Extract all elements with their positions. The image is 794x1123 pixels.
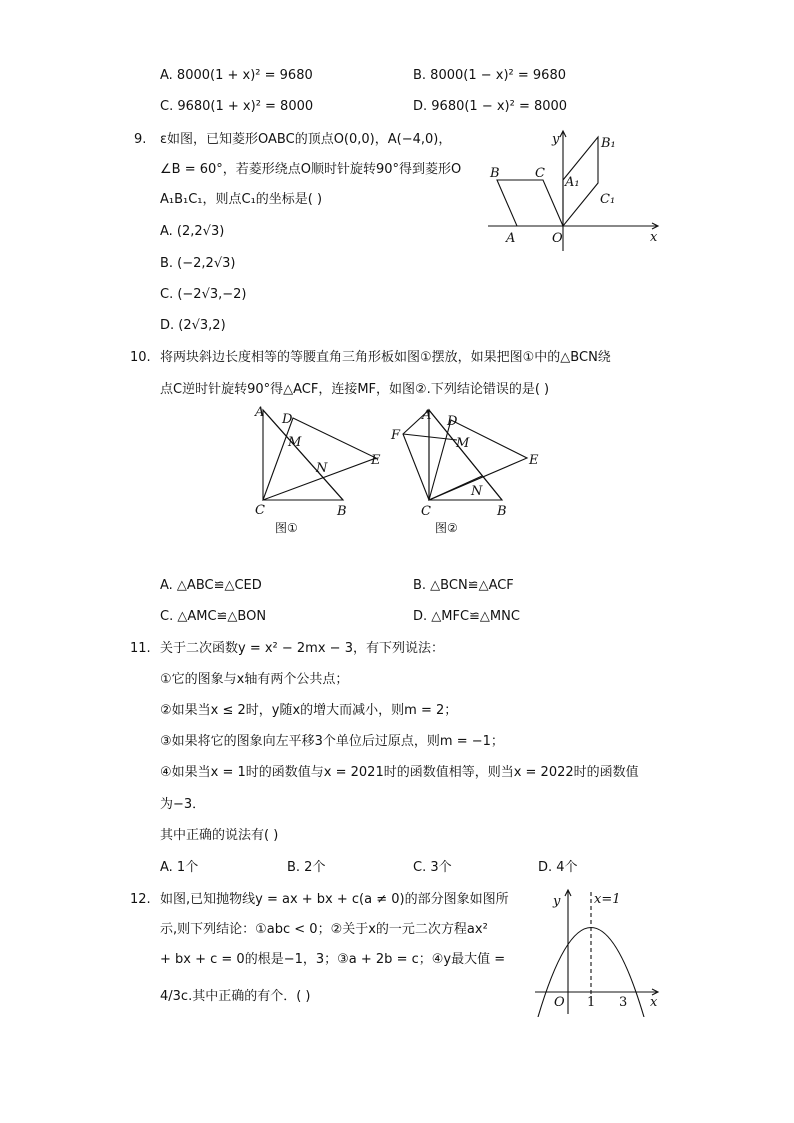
q9-stem-line-2: ∠B = 60°，若菱形绕点O顺时针旋转90°得到菱形O (160, 162, 462, 177)
q12-number: 12. (130, 892, 151, 907)
q11-option-d[interactable]: D. 4个 (538, 860, 578, 875)
triangle-acf (403, 408, 432, 500)
label-o: O (554, 995, 565, 1010)
q10-option-b[interactable]: B. △BCN≌△ACF (413, 578, 514, 593)
q10-stem-line-2: 点C逆时针旋转90°得△ACF，连接MF，如图②.下列结论错误的是( ) (160, 382, 550, 397)
q10-figure-2 (385, 402, 545, 542)
q9-number: 9. (134, 132, 147, 147)
q10-figure-1 (248, 402, 388, 542)
rhombus-oabc (497, 180, 563, 226)
q11-option-b[interactable]: B. 2个 (287, 860, 326, 875)
q9-option-a[interactable]: A. (2,2√3) (160, 224, 225, 239)
q9-stem-line-3: A₁B₁C₁，则点C₁的坐标是( ) (160, 192, 323, 207)
segment-ab (263, 410, 343, 500)
fig2-label-f: F (391, 428, 401, 443)
q9-option-b[interactable]: B. (−2,2√3) (160, 256, 236, 271)
q8-option-d[interactable]: D. 9680(1 − x)² = 8000 (413, 99, 568, 114)
fig2-label-d: D (447, 414, 458, 429)
fig2-label-n: N (471, 484, 483, 499)
q11-option-a[interactable]: A. 1个 (160, 860, 199, 875)
q12-stem-line-1: 如图,已知抛物线y = ax + bx + c(a ≠ 0)的部分图象如图所 (160, 892, 509, 907)
fig1-label-d: D (282, 412, 293, 427)
label-x: x (650, 230, 658, 245)
fig1-label-a: A (255, 405, 265, 420)
fig2-label-m: M (456, 436, 470, 451)
q11-statement-1: ①它的图象与x轴有两个公共点； (160, 672, 349, 687)
q8-option-c[interactable]: C. 9680(1 + x)² = 8000 (160, 99, 314, 114)
q9-stem-line-1: ε如图，已知菱形OABC的顶点O(0,0)，A(−4,0)， (160, 132, 452, 147)
q9-option-c[interactable]: C. (−2√3,−2) (160, 287, 247, 302)
fig1-label-c: C (255, 503, 265, 518)
q11-statement-4a: ④如果当x = 1时的函数值与x = 2021时的函数值相等，则当x = 2022时的函数值 (160, 765, 639, 780)
fig2-label-a: A (422, 408, 432, 423)
q12-stem-line-2: 示,则下列结论：①abc < 0；②关于x的一元二次方程ax² (160, 922, 488, 937)
q8-option-b[interactable]: B. 8000(1 − x)² = 9680 (413, 68, 566, 83)
label-c1: C₁ (600, 192, 616, 207)
label-a1: A₁ (565, 175, 580, 190)
q10-option-d[interactable]: D. △MFC≌△MNC (413, 609, 520, 624)
q11-statement-2: ②如果当x ≤ 2时，y随x的增大而减小，则m = 2； (160, 703, 458, 718)
label-y: y (553, 894, 561, 909)
q11-option-c[interactable]: C. 3个 (413, 860, 452, 875)
fig2-label-c: C (421, 504, 431, 519)
label-b1: B₁ (601, 136, 616, 151)
segment-ab (429, 410, 502, 500)
q11-stem: 关于二次函数y = x² − 2mx − 3，有下列说法： (160, 641, 444, 656)
q11-statement-4b: 为−3． (160, 797, 206, 812)
q10-option-a[interactable]: A. △ABC≌△CED (160, 578, 262, 593)
label-b: B (490, 166, 500, 181)
fig2-label-e: E (529, 453, 539, 468)
label-a: A (506, 231, 516, 246)
fig1-label-m: M (288, 435, 302, 450)
triangle-ced (263, 418, 376, 500)
label-x: x (650, 995, 658, 1010)
label-y: y (552, 132, 560, 147)
fig2-label-b: B (497, 504, 507, 519)
fig1-label-e: E (371, 453, 381, 468)
label-three: 3 (619, 995, 628, 1010)
fig1-caption: 图① (275, 521, 298, 535)
q8-option-a[interactable]: A. 8000(1 + x)² = 9680 (160, 68, 313, 83)
fig1-label-b: B (337, 504, 347, 519)
q10-number: 10. (130, 350, 151, 365)
q11-number: 11. (130, 641, 151, 656)
label-one: 1 (587, 995, 596, 1010)
q10-option-c[interactable]: C. △AMC≌△BON (160, 609, 267, 624)
fig2-caption: 图② (435, 521, 458, 535)
q11-statement-3: ③如果将它的图象向左平移3个单位后过原点，则m = −1； (160, 734, 504, 749)
q12-parabola-figure (530, 882, 670, 1017)
label-c: C (535, 166, 545, 181)
q10-stem-line-1: 将两块斜边长度相等的等腰直角三角形板如图①摆放，如果把图①中的△BCN绕 (160, 350, 611, 365)
q12-stem-line-3: + bx + c = 0的根是−1，3；③a + 2b = c；④y最大值 = (160, 952, 506, 967)
q9-rhombus-figure (480, 125, 670, 255)
label-o: O (552, 231, 563, 246)
q9-option-d[interactable]: D. (2√3,2) (160, 318, 226, 333)
fig1-label-n: N (316, 461, 328, 476)
label-symmetry-axis: x=1 (594, 892, 621, 907)
q11-question: 其中正确的说法有( ) (160, 828, 279, 843)
q12-stem-line-4: 4/3c.其中正确的有个．( ) (160, 989, 311, 1004)
